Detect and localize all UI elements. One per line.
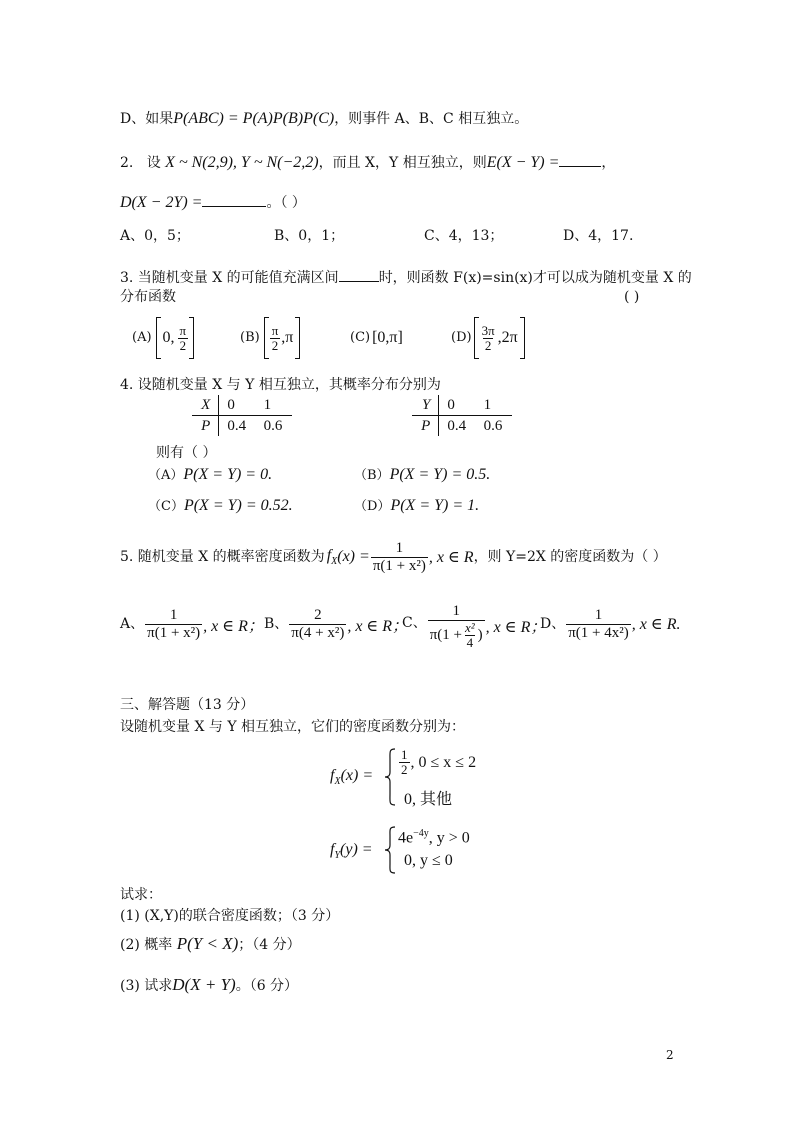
fx-lhs <box>330 767 373 787</box>
q4-option-c-label: （C） <box>148 499 184 514</box>
q2-number: 2. <box>120 155 134 171</box>
section3-item-3-suffix: 。（6 分） <box>235 978 299 994</box>
q5-option-d-den: π(1 + 4x²) <box>568 624 629 641</box>
q3-option-d-left-bracket <box>474 317 479 359</box>
q3-option-a-fraction <box>178 324 189 353</box>
fy-lhs-arg: (y) = <box>340 841 373 858</box>
q5-option-a <box>120 603 264 645</box>
fx-case1-cond: , 0 ≤ x ≤ 2 <box>410 753 477 771</box>
page-number: 2 <box>666 1048 674 1062</box>
q5-option-c-den <box>428 620 485 650</box>
q2-blank-1 <box>559 152 601 167</box>
q5-stem-b: ，则 Y=2X 的密度函数为（ ） <box>473 549 667 565</box>
q3-option-a-num: π <box>179 322 187 338</box>
q4-y-head: Y <box>412 395 439 416</box>
q5-option-c-inner-den: 4 <box>466 635 474 650</box>
q5-option-c-inner-fraction <box>463 621 477 650</box>
q2-expectation: E(X − Y) = <box>486 154 560 171</box>
section3-item-2-suffix: ；（4 分） <box>238 937 301 953</box>
q4-x-value-0: 0 <box>219 395 256 416</box>
fy-lhs <box>330 841 373 861</box>
q4-y-p-label: P <box>412 416 439 437</box>
q2-option-b: B、0，1； <box>274 228 345 244</box>
section3-title: 三、解答题（13 分） <box>120 697 255 713</box>
q4-y-prob-0: 0.4 <box>447 417 467 434</box>
q5-option-d <box>540 603 680 645</box>
q5-option-c-label: C、 <box>402 615 427 631</box>
q2-middle: ，而且 X，Y 相互独立，则 <box>318 155 487 171</box>
q5-option-c <box>402 603 546 659</box>
q4-stem: 4. 设随机变量 X 与 Y 相互独立，其概率分布分别为 <box>120 377 441 393</box>
section3-item-2 <box>120 935 301 954</box>
fx-case2: 0, 其他 <box>404 791 453 808</box>
fx-lhs-sub: X <box>334 776 341 788</box>
q5-fraction <box>371 540 428 575</box>
q3-option-d-den: 2 <box>484 337 492 353</box>
q3-option-d-two-pi: ,2π <box>497 329 518 346</box>
q5-option-b <box>264 603 408 645</box>
q4-x-table <box>192 395 292 436</box>
q3-option-a-den: 2 <box>179 337 187 353</box>
q4-x-head: X <box>192 395 219 416</box>
q3-option-a-zero: 0, <box>162 329 175 346</box>
q4-option-d-expr: P(X = Y) = 1. <box>390 497 480 514</box>
q5-option-b-tail: , x ∈ R； <box>347 617 409 635</box>
q4-option-a-expr: P(X = Y) = 0. <box>183 466 273 483</box>
q2-line2 <box>120 192 306 212</box>
q2-option-d: D、4，17. <box>563 228 634 244</box>
q5-option-a-fraction <box>145 607 202 642</box>
q4-option-c <box>148 497 293 516</box>
q2-distributions: X ~ N(2,9), Y ~ N(−2,2) <box>165 154 319 171</box>
q5-stem-a: 5. 随机变量 X 的概率密度函数为 <box>120 549 325 565</box>
q3-option-c <box>350 316 403 360</box>
q5-option-d-num: 1 <box>594 606 603 623</box>
q3-line2: 分布函数 <box>120 289 176 305</box>
q4-option-c-expr: P(X = Y) = 0.52. <box>183 497 293 514</box>
section3-stem: 设随机变量 X 与 Y 相互独立，它们的密度函数分别为： <box>120 719 466 735</box>
q3-option-d-label: (D) <box>451 330 472 345</box>
q5-fx-letter: f <box>326 546 332 564</box>
q3-option-b-left-bracket <box>264 317 269 359</box>
q2-option-c: C、4，13； <box>424 228 504 244</box>
q3-paren: ( ) <box>624 289 640 305</box>
q5-option-a-label: A、 <box>120 616 145 632</box>
q5-option-a-den: π(1 + x²) <box>147 624 201 641</box>
fy-lhs-letter: f <box>330 841 335 858</box>
q5-option-c-den-pre: π(1 + <box>429 627 462 643</box>
q4-option-b-expr: P(X = Y) = 0.5. <box>389 466 491 483</box>
q4-then: 则有（ ） <box>156 445 217 461</box>
q3-option-a <box>132 316 194 360</box>
q2-end: 。（ ） <box>266 195 306 211</box>
q3-option-c-label: (C) <box>350 330 371 345</box>
q5-option-b-fraction <box>289 607 346 642</box>
q2-blank-2 <box>202 192 266 207</box>
q1-option-d-formula: P(ABC) = P(A)P(B)P(C) <box>173 110 335 127</box>
q5-fx-sub: X <box>331 556 338 568</box>
q3-line1 <box>120 267 692 287</box>
fy-piecewise <box>330 826 530 874</box>
q5-stem <box>120 536 667 578</box>
q5-option-d-label: D、 <box>540 616 566 632</box>
q3-line1-b: 时，则函数 F(x)=sin(x)才可以成为随机变量 X 的 <box>378 270 692 286</box>
q5-option-c-den-post: ) <box>477 627 483 643</box>
fy-case1 <box>398 828 470 847</box>
q3-option-a-label: (A) <box>132 330 152 345</box>
q5-option-d-fraction <box>566 607 631 642</box>
q3-option-b-num: π <box>271 322 279 338</box>
q5-fx <box>327 547 338 567</box>
q5-option-c-tail: , x ∈ R； <box>485 619 547 636</box>
q1-option-d <box>120 110 528 128</box>
q1-option-d-prefix: D、如果 <box>120 111 174 127</box>
q5-option-c-inner-num: x² <box>465 620 475 635</box>
fy-case2: 0, y ≤ 0 <box>404 852 453 869</box>
q5-option-a-tail: , x ∈ R； <box>203 617 264 635</box>
fy-case1-cond: , y > 0 <box>428 829 470 847</box>
q2-variance: D(X − 2Y) = <box>120 194 203 211</box>
q5-option-c-fraction <box>428 603 485 650</box>
q2-comma: ， <box>601 155 616 171</box>
q3-option-c-value: [0,π] <box>372 329 403 346</box>
q5-den: π(1 + x²) <box>372 557 426 574</box>
q3-line1-a: 3. 当随机变量 X 的可能值充满区间 <box>120 270 339 286</box>
q4-option-a-label: （A） <box>148 468 184 483</box>
section3-item-1-text: (1) (X,Y)的联合密度函数；（3 分） <box>120 908 340 924</box>
fy-case1-base: 4e <box>398 829 414 847</box>
q4-y-value-0: 0 <box>439 395 476 416</box>
q4-option-d-label: （D） <box>354 499 391 514</box>
q5-domain: , x ∈ R <box>428 549 474 566</box>
q5-option-b-den: π(4 + x²) <box>291 624 345 641</box>
q4-x-prob-1: 0.6 <box>263 417 283 434</box>
q4-y-prob-1: 0.6 <box>483 417 503 434</box>
q4-option-b <box>354 466 490 485</box>
q4-x-prob-0: 0.4 <box>227 417 247 434</box>
q5-option-b-num: 2 <box>314 606 322 623</box>
q4-x-value-1: 1 <box>256 395 292 416</box>
q3-option-d <box>451 316 525 360</box>
q5-fx-arg: (x) = <box>337 548 370 565</box>
q5-option-d-tail: , x ∈ R. <box>631 616 681 633</box>
fx-case1-num: 1 <box>401 747 408 762</box>
fx-brace <box>384 748 396 806</box>
q2-option-a: A、0，5； <box>120 228 190 244</box>
q3-blank <box>339 267 379 282</box>
q4-x-p-label: P <box>192 416 219 437</box>
q3-option-b-pi: ,π <box>281 329 294 346</box>
section3-item-2-prefix: (2) 概率 <box>120 937 173 953</box>
q1-option-d-suffix: ，则事件 A、B、C 相互独立。 <box>334 111 529 127</box>
section3-ask: 试求： <box>120 887 162 903</box>
q2-line1 <box>120 152 615 172</box>
section3-item-3 <box>120 976 298 995</box>
q4-y-table <box>412 395 512 436</box>
q3-option-b-label: (B) <box>240 330 260 345</box>
fx-lhs-letter: f <box>330 767 335 784</box>
fx-piecewise <box>330 748 530 806</box>
fx-case1-den: 2 <box>401 762 408 777</box>
q3-option-b-right-bracket <box>295 317 300 359</box>
fx-case1 <box>398 748 476 777</box>
q4-option-d <box>354 497 479 516</box>
q2-intro: 设 <box>146 155 161 171</box>
q3-option-d-right-bracket <box>520 317 525 359</box>
q3-option-a-left-bracket <box>156 317 161 359</box>
section3-item-3-prefix: (3) 试求 <box>120 978 173 994</box>
q5-option-a-num: 1 <box>169 606 178 623</box>
q3-option-b-fraction <box>270 324 281 353</box>
fx-lhs-arg: (x) = <box>340 767 374 784</box>
fy-case1-exp: −4y <box>413 828 429 839</box>
q3-option-d-num: 3π <box>481 322 495 338</box>
fy-lhs-sub: Y <box>334 850 341 862</box>
section3-item-1 <box>120 907 339 925</box>
q4-option-b-label: （B） <box>354 468 390 483</box>
fx-case1-fraction <box>399 748 410 777</box>
q3-option-d-fraction <box>480 324 497 353</box>
section3-item-3-expr: D(X + Y) <box>172 975 236 994</box>
section3-item-2-expr: P(Y < X) <box>176 934 239 953</box>
q4-y-value-1: 1 <box>476 395 512 416</box>
q5-option-c-num: 1 <box>452 603 460 619</box>
q3-option-a-right-bracket <box>189 317 194 359</box>
fy-brace <box>384 826 396 874</box>
q3-option-b <box>240 316 300 360</box>
q4-option-a <box>148 466 272 485</box>
q5-num: 1 <box>395 539 404 556</box>
q3-option-b-den: 2 <box>271 337 279 353</box>
q5-option-b-label: B、 <box>264 616 289 632</box>
